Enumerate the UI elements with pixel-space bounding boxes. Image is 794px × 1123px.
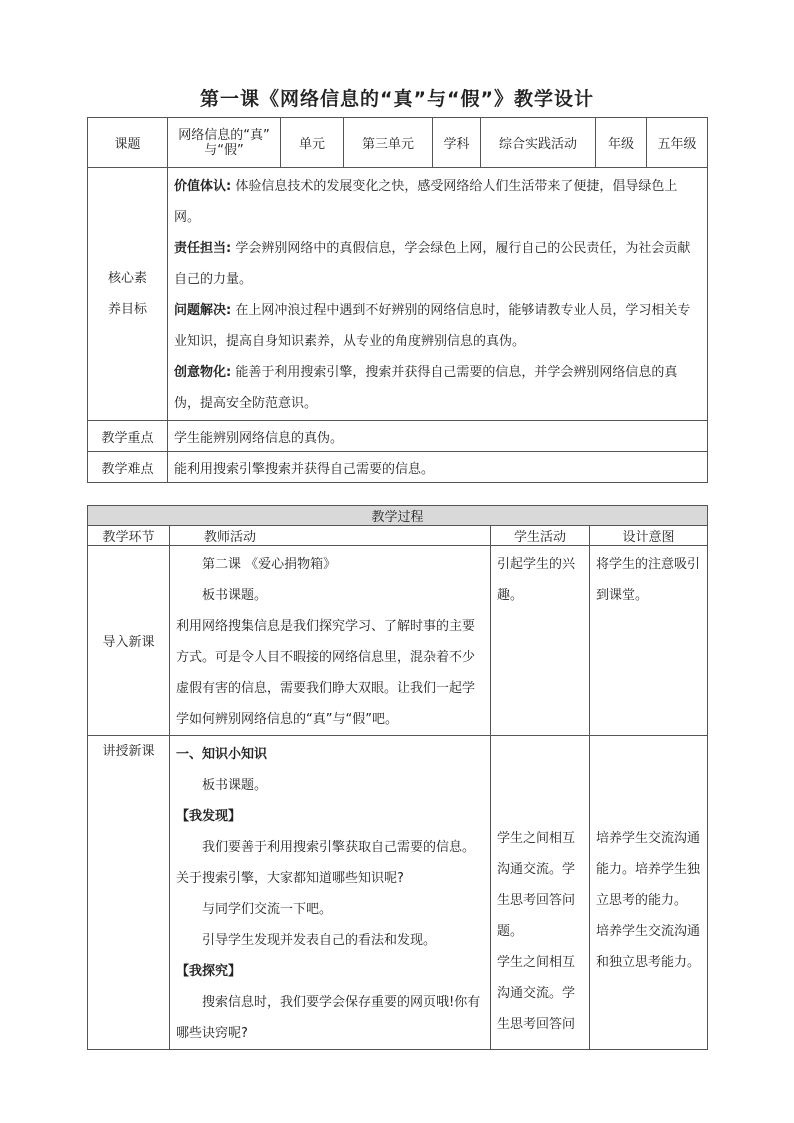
goal-item bbox=[174, 233, 703, 295]
unit-label: 单元 bbox=[281, 118, 344, 168]
goal-item bbox=[174, 357, 703, 419]
unit-value: 第三单元 bbox=[344, 118, 433, 168]
core-goals-content bbox=[168, 168, 708, 421]
new-intent bbox=[590, 736, 708, 1050]
intro-student: 引起学生的兴趣。 bbox=[491, 546, 590, 736]
course-value-line1: 网络信息的“真” bbox=[178, 127, 270, 143]
goal-label: 创意物化: bbox=[174, 365, 232, 380]
teacher-line: 引导学生发现并发表自己的看法和发现。 bbox=[202, 933, 437, 948]
teaching-process-table bbox=[87, 505, 708, 1050]
core-goals-label bbox=[88, 168, 168, 421]
student-activity: 学生之间相互沟通交流。学生思考回答问题。 bbox=[497, 831, 576, 939]
goal-text: 学会辨别网络中的真假信息，学会绿色上网，履行自己的公民责任，为社会贡献自己的力量。 bbox=[174, 241, 691, 287]
core-goals-label-line1: 核心素 bbox=[107, 271, 147, 286]
grade-label: 年级 bbox=[596, 118, 647, 168]
new-student bbox=[491, 736, 590, 1050]
process-header: 教学过程 bbox=[88, 506, 708, 526]
col-stage-header: 教学环节 bbox=[88, 526, 170, 546]
core-goals-label-line2: 养目标 bbox=[107, 302, 147, 317]
goal-item bbox=[174, 295, 703, 357]
goal-label: 问题解决: bbox=[174, 303, 232, 318]
course-info-table bbox=[87, 117, 708, 483]
teacher-line: 与同学们交流一下吧。 bbox=[202, 902, 333, 917]
col-intent-header: 设计意图 bbox=[590, 526, 708, 546]
goal-label: 价值体认: bbox=[174, 179, 232, 194]
goal-item bbox=[174, 171, 703, 233]
teacher-line: 板书课题。 bbox=[202, 588, 268, 603]
intent-item: 培养学生交流沟通能力。培养学生独立思考的能力。 bbox=[596, 831, 701, 908]
teacher-line: 搜索信息时，我们要学会保存重要的网页哦!你有哪些诀窍呢? bbox=[176, 995, 481, 1041]
subject-label: 学科 bbox=[433, 118, 481, 168]
difficulty-value: 能利用搜索引擎搜索并获得自己需要的信息。 bbox=[168, 452, 708, 483]
teacher-line: 第二课 《爱心捐物箱》 bbox=[202, 557, 337, 572]
col-student-header: 学生活动 bbox=[491, 526, 590, 546]
explore-title: 【我探究】 bbox=[176, 964, 242, 979]
find-title: 【我发现】 bbox=[176, 809, 242, 824]
goal-text: 体验信息技术的发展变化之快，感受网络给人们生活带来了便捷，倡导绿色上网。 bbox=[174, 179, 678, 225]
goal-text: 在上网冲浪过程中遇到不好辨别的网络信息时，能够请教专业人员，学习相关专业知识，提高自身知识素养，从专业的角度辨别信息的真伪。 bbox=[174, 303, 691, 349]
goal-label: 责任担当: bbox=[174, 241, 232, 256]
page-title: 第一课《网络信息的“真”与“假”》教学设计 bbox=[200, 88, 594, 110]
subject-value: 综合实践活动 bbox=[481, 118, 596, 168]
intro-teacher bbox=[170, 546, 491, 736]
goal-text: 能善于利用搜索引擎，搜索并获得自己需要的信息，并学会辨别网络信息的真伪，提高安全防范意识。 bbox=[174, 365, 678, 411]
new-teacher bbox=[170, 736, 491, 1050]
new-stage: 讲授新课 bbox=[88, 736, 170, 1050]
grade-value: 五年级 bbox=[647, 118, 708, 168]
col-teacher-header: 教师活动 bbox=[170, 526, 491, 546]
intro-stage: 导入新课 bbox=[88, 546, 170, 736]
course-label: 课题 bbox=[88, 118, 168, 168]
key-point-label: 教学重点 bbox=[88, 421, 168, 452]
teacher-line: 我们要善于利用搜索引擎获取自己需要的信息。关于搜索引擎，大家都知道哪些知识呢? bbox=[176, 840, 476, 886]
key-point-value: 学生能辨别网络信息的真伪。 bbox=[168, 421, 708, 452]
teacher-line: 板书课题。 bbox=[202, 778, 268, 793]
course-value bbox=[168, 118, 281, 168]
intro-intent: 将学生的注意吸引到课堂。 bbox=[590, 546, 708, 736]
course-value-line2: 与“假” bbox=[204, 142, 244, 158]
teacher-paragraph: 利用网络搜集信息是我们探究学习、了解时事的主要方式。可是令人目不暇接的网络信息里，混杂着不少虚假有害的信息，需要我们睁大双眼。让我们一起学学如何辨别网络信息的“真”与“假”吧。 bbox=[176, 619, 476, 727]
difficulty-label: 教学难点 bbox=[88, 452, 168, 483]
intent-item: 培养学生交流沟通和独立思考能力。 bbox=[596, 924, 701, 970]
section-title: 一、知识小知识 bbox=[176, 747, 268, 762]
student-activity: 学生之间相互沟通交流。学生思考回答问 bbox=[497, 955, 576, 1032]
